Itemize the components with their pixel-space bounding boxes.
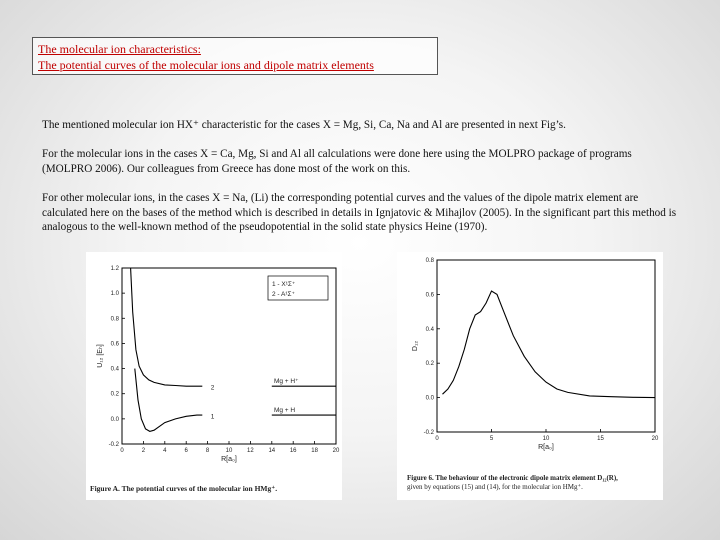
- curve-label-2: 2: [210, 384, 215, 392]
- title-line-1[interactable]: The molecular ion characteristics:: [38, 42, 201, 56]
- x-tick-label: 10: [542, 436, 550, 442]
- x-tick-label: 14: [268, 448, 276, 454]
- y-tick-label: -0.2: [108, 442, 119, 448]
- y-tick-label: 0.0: [110, 416, 119, 423]
- x-tick-label: 5: [489, 436, 494, 442]
- y-tick-label: 0.6: [110, 341, 119, 348]
- y-tick-label: 0.4: [425, 326, 434, 333]
- x-tick-label: 2: [141, 448, 146, 454]
- figure-b-caption-rest: given by equations (15) and (14), for the molecular ion HMg⁺.: [407, 482, 583, 491]
- x-tick-label: 6: [184, 448, 188, 454]
- y-tick-label: 0.0: [425, 395, 434, 402]
- paragraph-3: For other molecular ions, in the cases X = Na, (Li) the corresponding potential curves and the values of the dipole matrix element are calculated here on the bases of the method which is described in details in Ignjatovic & Mihajlov (2005). In the significant part this method is analogous to the well-known method of the pseudopotential in the solid state physics Heine (1970).: [42, 192, 677, 233]
- x-tick-label: 16: [289, 448, 297, 454]
- dipole-matrix-chart: [397, 252, 663, 500]
- figure-a-caption: [90, 485, 340, 494]
- asymptote-label-lower: Mg + H: [273, 407, 296, 415]
- legend-entry-1: 1 - X¹Σ⁺: [272, 281, 296, 288]
- x-tick-label: 4: [163, 448, 167, 454]
- curve-label-1: 1: [210, 413, 215, 421]
- x-tick-label: 8: [205, 448, 210, 454]
- figure-a-caption-text: Figure A. The potential curves of the molecular ion HMg⁺.: [90, 484, 278, 493]
- x-tick-label: 20: [332, 448, 340, 454]
- figure-b-caption-bold: Figure 6. The behaviour of the electronic dipole matrix element D₁₂(R),: [407, 474, 618, 482]
- y-tick-label: 0.6: [425, 292, 434, 299]
- y-axis-label: U₁₂ [Eₕ]: [97, 344, 104, 368]
- x-tick-label: 18: [311, 448, 318, 454]
- legend-entry-2: 2 - A¹Σ⁺: [272, 291, 295, 298]
- series-line-0: [443, 291, 656, 398]
- x-tick-label: 15: [597, 436, 604, 442]
- potential-curves-chart: [86, 252, 342, 500]
- asymptote-label-upper: Mg + H⁺: [273, 378, 299, 386]
- figure-b-dipole-matrix: [397, 252, 663, 500]
- y-tick-label: 1.0: [110, 291, 119, 298]
- y-tick-label: 0.4: [110, 366, 119, 373]
- y-tick-label: 0.2: [110, 391, 119, 398]
- paragraph-2: For the molecular ions in the cases X = Ca, Mg, Si and Al all calculations were done here using the MOLPRO package of programs (MOLPRO 2006). Our colleagues from Greece has done most of the work on this.: [42, 148, 632, 175]
- title-box: [32, 37, 438, 75]
- y-axis-label: D₁₂: [412, 340, 419, 352]
- figure-b-caption: [407, 474, 657, 491]
- series-line-1: [131, 268, 203, 386]
- title-line-2[interactable]: The potential curves of the molecular ions and dipole matrix elements: [38, 58, 374, 72]
- y-tick-label: 0.8: [110, 316, 119, 323]
- x-axis-label: R[a₀]: [221, 456, 237, 463]
- x-axis-label: R[a₀]: [538, 444, 554, 451]
- y-tick-label: 0.8: [425, 258, 434, 264]
- y-tick-label: -0.2: [423, 430, 434, 436]
- x-tick-label: 0: [435, 436, 439, 442]
- figure-a-potential-curves: [86, 252, 342, 500]
- x-tick-label: 0: [120, 448, 124, 454]
- x-tick-label: 20: [651, 436, 659, 442]
- plot-frame: [437, 260, 655, 432]
- paragraph-1: The mentioned molecular ion HX⁺ characteristic for the cases X = Mg, Si, Ca, Na and Al are presented in next Fig’s.: [42, 119, 566, 131]
- y-tick-label: 0.2: [425, 361, 434, 368]
- x-tick-label: 10: [225, 448, 233, 454]
- y-tick-label: 1.2: [110, 266, 119, 272]
- x-tick-label: 12: [247, 448, 254, 454]
- series-line-0: [135, 369, 203, 432]
